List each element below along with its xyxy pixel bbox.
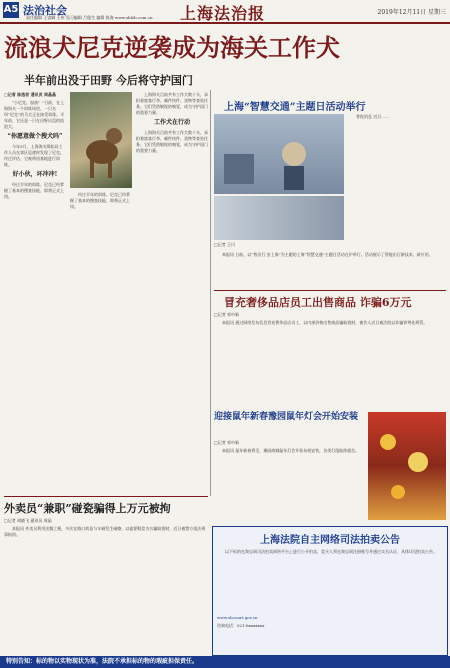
newspaper-logo: 上海法治报 [180,4,266,23]
masthead [0,0,450,24]
lead-body: “小尼克，加油！”日前，在上海海关一个训练场里，一只名叫“尼克”的马犬正在接受训练。半年前，它还是一只在田野出没的流浪犬。 [4,100,65,129]
lead-subtitle-2: 好小伙，坏冲冲! [12,171,58,178]
smart-traffic-title: 上海“智慧交通”主题日活动举行 [224,102,366,113]
panda-caption: □记者 邹中新 [214,440,240,445]
middle-body-1: 上海海关目前共有工作犬数十头，承担着旅客行李、邮件快件、货物等查验任务。它们凭借敏锐的嗅觉，成为守护国门的重要力量。 [136,92,208,115]
notice-body-text: 以下标的在淘宝网司法拍卖网络平台上进行公开拍卖，竞买人须在淘宝网注册账号并通过实名认证，具体详见拍卖公告。 [225,549,437,554]
smart-traffic-side-body: 普陀消息 近日…… [356,114,390,119]
luxury-body [214,312,446,408]
smart-traffic-caption: □记者 王川 [214,242,236,247]
auction-notice [212,526,448,656]
notice-body [217,549,443,609]
takeout-byline: □记者 胡晓飞 通讯员 周晶 [4,518,52,523]
footer-bar [0,656,450,668]
lead-column-2 [70,192,132,292]
lead-byline: □记者 陈逸君 通讯员 周晶晶 [4,92,56,97]
lead-continued-text: 经过半年的训练，尼克已经掌握了基本的搜查技能，即将正式上岗。 [70,192,130,209]
footer-text: 特别告知：标的物以实物现状为准，法院不承担标的物的瑕疵担保责任。 [6,658,199,665]
notice-title: 上海法院自主网络司法拍卖公告 [260,535,400,546]
lantern-photo [368,412,446,520]
section-name: 法治社会 [23,4,67,17]
panda-body-text: 本报讯 鼠年新春将至，豫园商城鼠年灯会开始布展安装，各类灯组陆续就位。 [222,448,360,453]
smart-traffic-side-text [348,114,446,254]
smart-traffic-body-text: 本报讯 日前，以“智出行 安上海”为主题的上海“智慧交通”主题日活动在沪举行。活动展示了智能出行新技术、新应用。 [222,252,433,257]
middle-body-2: 上海海关目前共有工作犬数十头，承担着旅客行李、邮件快件、货物等查验任务。它们凭借敏锐的嗅觉，成为守护国门的重要力量。 [136,130,208,153]
section-divider [214,290,446,291]
luxury-title: 冒充奢侈品店员工出售商品 诈骗6万元 [224,296,412,309]
takeout-body [4,518,208,654]
takeout-title: 外卖员“兼职”碰瓷骗得上万元被拘 [4,502,171,515]
lead-sub-body-2: 经过半年的训练，尼克已经掌握了基本的搜查技能，即将正式上岗。 [4,182,64,199]
lead-column-1 [4,92,66,482]
page-number: A5 [3,2,19,18]
middle-column [136,92,208,482]
smart-traffic-body [214,252,446,288]
luxury-byline: □记者 邹中新 [214,312,240,317]
lead-subheadline: 半年前出没于田野 今后将守护国门 [24,74,193,87]
issue-date: 2019年12月11日 星期三 [377,9,446,16]
traffic-photo-2 [214,196,344,240]
takeout-body-text: 本报讯 外卖员利用送餐之便，多次在路口故意与车辆发生碰擦，以索要赔偿为名骗取钱财，近日被警方依法刑事拘留。 [4,526,206,537]
panda-title: 迎接鼠年新春豫园鼠年灯会开始安装 [214,412,359,422]
panda-body [214,440,364,522]
traffic-photo-1 [214,114,344,194]
column-divider [210,90,211,496]
notice-url[interactable]: www.shcourt.gov.cn [217,615,258,620]
dog-photo [70,92,132,188]
lead-subtitle-1: “你愿意做个搜犬吗” [7,133,63,140]
takeout-divider [4,496,208,497]
middle-title: 工作犬在行动 [153,119,190,126]
editor-credits: 责任编辑 王睿卿 王伟 见习编辑 吕俊生 编辑 陈海 www.shfzb.com.cn [26,15,153,20]
luxury-body-text: 本报讯 通过网络发布信息冒充奢侈品店员工，以内部价格出售商品骗取钱财，被告人近日被法院以诈骗罪判处刑罚。 [222,320,428,325]
lead-sub-body-1: 今年5月，上海海关缉私局工作人员在郊区巡逻时发现了尼克。经过评估，它被带回基地进行训练。 [4,144,64,167]
notice-contact: 咨询电话：021-6xxxxxxx [217,623,265,628]
lead-headline: 流浪犬尼克逆袭成为海关工作犬 [4,33,340,62]
